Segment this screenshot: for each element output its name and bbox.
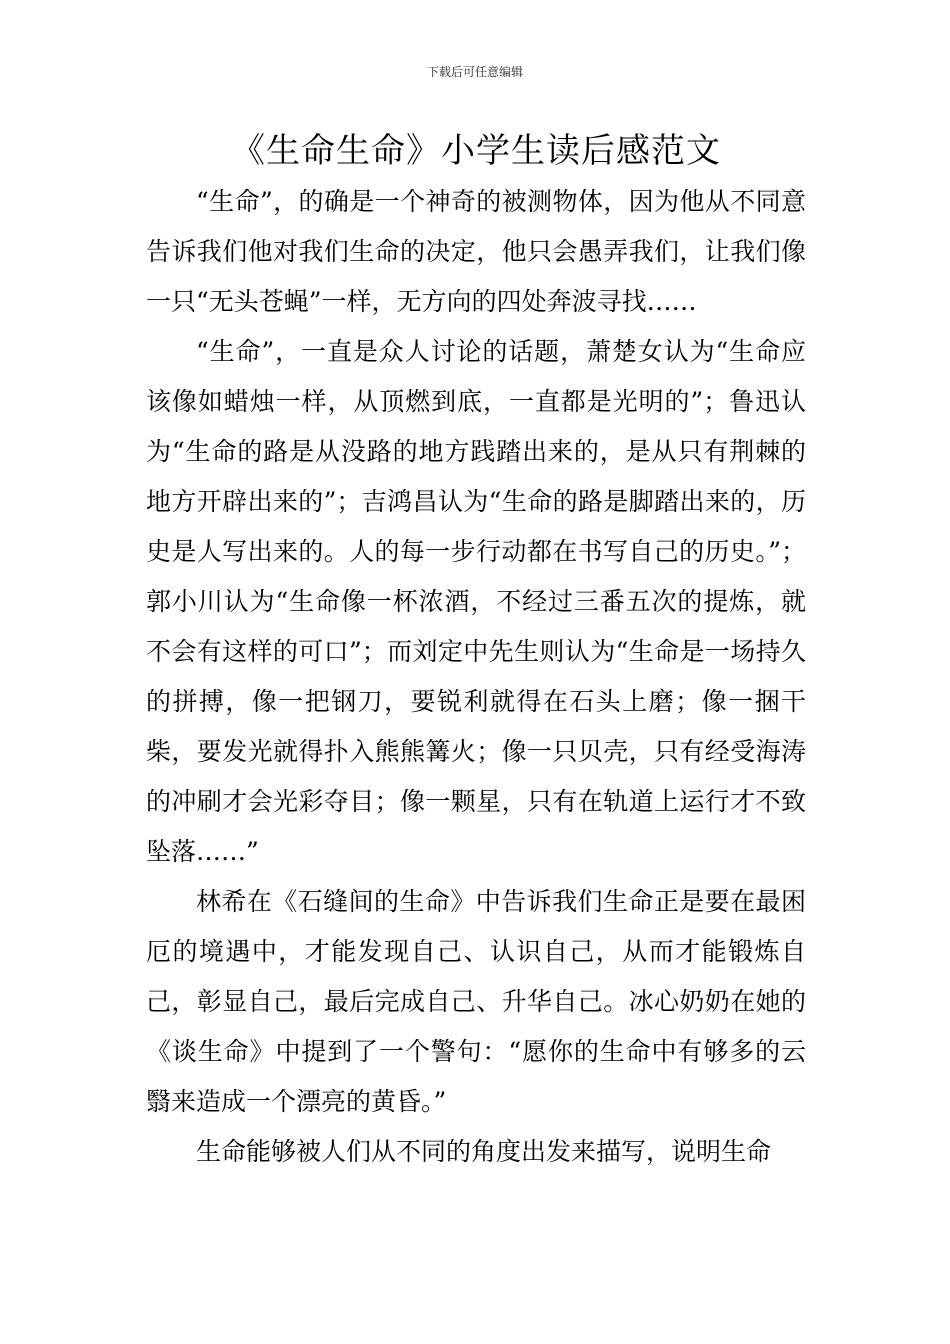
- paragraph-2: “生命”，一直是众人讨论的话题，萧楚女认为“生命应该像如蜡烛一样，从顶燃到底，一直都是光明的”；鲁迅认为“生命的路是从没路的地方践踏出来的，是从只有荆棘的地方开辟出来的”；吉鸿昌认为“生命的路是脚踏出来的，历史是人写出来的。人的每一步行动都在书写自己的历史。”；郭小川认为“生命像一杯浓酒，不经过三番五次的提炼，就不会有这样的可口”；而刘定中先生则认为“生命是一场持久的拼搏，像一把钢刀，要锐利就得在石头上磨；像一捆干柴，要发光就得扑入熊熊篝火；像一只贝壳，只有经受海涛的冲刷才会光彩夺目；像一颗星，只有在轨道上运行才不致坠落……”: [146, 337, 806, 866]
- paragraph-4: 生命能够被人们从不同的角度出发来描写，说明生命: [196, 1137, 772, 1166]
- paragraph-3: 林希在《石缝间的生命》中告诉我们生命正是要在最困厄的境遇中，才能发现自己、认识自己，从而才能锻炼自己，彰显自己，最后完成自己、升华自己。冰心奶奶在她的《谈生命》中提到了一个警句：“愿你的生命中有够多的云翳来造成一个漂亮的黄昏。”: [146, 887, 806, 1116]
- header-note: 下载后可任意编辑: [426, 65, 523, 79]
- document-body: [146, 177, 806, 1177]
- paragraph-1: “生命”，的确是一个神奇的被测物体，因为他从不同意告诉我们他对我们生命的决定，他只会愚弄我们，让我们像一只“无头苍蝇”一样，无方向的四处奔波寻找……: [146, 187, 806, 316]
- document-title: 《生命生命》小学生读后感范文: [231, 131, 721, 171]
